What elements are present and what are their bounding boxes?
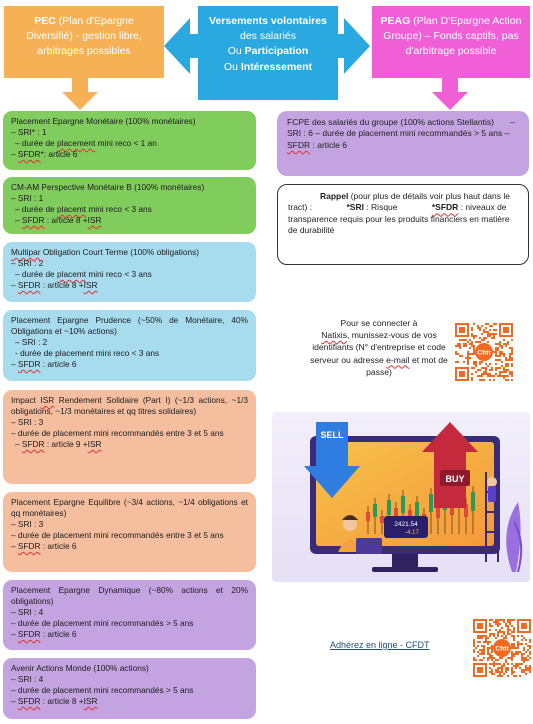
versements-title-rest: des salariés [239, 30, 297, 43]
qr-code-natixis[interactable] [455, 323, 513, 381]
natixis-connect-info: Pour se connecter à Natixis, munissez-vous de vos identifiants (N° d'entreprise et code serveur ou adresse e-mail et mot de passe) [310, 318, 448, 377]
fund-sfdr: – SFDR : article 9 +ISR [15, 439, 102, 450]
interessement-prefix: Ou [223, 60, 241, 73]
rappel-box [277, 184, 529, 265]
participation-prefix: Ou [227, 45, 245, 58]
qr-code-icon [473, 619, 531, 677]
ticker-value: 2421.54 [394, 521, 418, 528]
svg-text:Cfdt: Cfdt [477, 349, 491, 357]
fund-duration: – durée de placement mini recommandés > 5 ans [11, 618, 194, 629]
ticker-change: -4.17 [405, 530, 419, 536]
candle-body [373, 504, 377, 517]
fund-title: Impact ISR Rendement Solidaire (Part I) (~1/3 actions, ~1/3 obligations, ~1/3 monétaires et qq titres solidaires) [11, 395, 248, 417]
candle-body [401, 496, 405, 513]
fund-title: Placement Epargne Dynamique (~80% actions et 20% obligations) [11, 585, 248, 607]
fund-card-avenir-actions-monde [3, 658, 256, 719]
fcpe-title: FCPE des salariés du groupe (100% actions Stellantis) [287, 117, 494, 127]
candle-body [380, 516, 384, 523]
fund-sri: – SRI : 1 [11, 193, 44, 204]
qr-code-cfdt[interactable] [473, 619, 531, 677]
fcpe-details: – SRI : 6 – durée de placement mini recommandés > 5 ans – SFDR : article 6 [287, 117, 516, 150]
fund-card-multipar-obligation [3, 242, 256, 302]
adherez-link[interactable]: Adhérez en ligne - CFDT [330, 640, 430, 650]
natixis-link[interactable]: Natixis [321, 330, 347, 341]
fund-title: CM-AM Perspective Monétaire B (100% monétaires) [11, 182, 205, 192]
interessement-label: Intéressement [240, 60, 313, 73]
participation-label: Participation [244, 45, 309, 58]
candle-body [471, 492, 475, 511]
fund-card-impact-isr [3, 390, 256, 484]
fund-card-fcpe-stellantis [277, 111, 529, 176]
fund-sri: – SRI : 2 [15, 337, 48, 348]
fund-card-perspective-monetaire [3, 177, 256, 234]
candle-body [387, 500, 391, 515]
peag-title: PEAG [380, 15, 411, 27]
fund-duration: – durée de placement mini recommandés > 5 ans [11, 685, 194, 696]
fund-sri: – SRI : 3 [11, 417, 44, 428]
fund-title: Placement Epargne Equilibre (~3/4 actions, ~1/4 obligations et qq monétaires) [11, 497, 248, 519]
fund-duration: – durée de placement mini recommandés entre 3 et 5 ans [11, 530, 224, 541]
buy-label: BUY [445, 474, 465, 484]
candle-body [415, 502, 419, 516]
peag-header [372, 6, 530, 78]
arrow-down-left-icon [62, 78, 98, 110]
fund-title: Avenir Actions Monde (100% actions) [11, 663, 149, 673]
fund-sfdr: – SFDR : article 6 [11, 359, 77, 370]
fund-sfdr: – SFDR : article 6 [11, 541, 77, 552]
fund-title: Placement Epargne Monétaire (100% monétaires) [11, 116, 196, 126]
fund-sfdr: – SFDR*: article 6 [11, 149, 78, 160]
rappel-sri: *SRI : Risque [346, 202, 398, 213]
fund-sfdr: – SFDR : article 6 [11, 629, 77, 640]
rappel-sfdr: *SFDR : niveaux de transparence requis pour les produits financiers en matière de durabilité [288, 202, 510, 236]
pec-header [4, 6, 164, 78]
ticker-card [384, 516, 428, 538]
fund-card-epargne-prudence [3, 310, 256, 381]
fund-title: Placement Epargne Prudence (~50% de Monétaire, 40% Obligations et ~10% actions) [11, 315, 248, 337]
fund-card-epargne-equilibre [3, 492, 256, 572]
fund-sri: – SRI : 3 [11, 519, 44, 530]
fund-duration: - durée de placement mini reco < 3 ans [15, 348, 160, 359]
versements-header [198, 6, 338, 100]
fund-sri: – SRI : 2 [11, 258, 44, 269]
pec-title: PEC [34, 15, 56, 27]
peag-description: (Plan D'Epargne Action Groupe) – Fonds captifs, pas d'arbitrage possible [383, 15, 522, 58]
fund-card-epargne-dynamique [3, 580, 256, 650]
versements-title: Versements volontaires [209, 15, 327, 27]
fund-title: Multipar Obligation Court Terme (100% obligations) [11, 247, 200, 257]
svg-text:Cfdt: Cfdt [495, 645, 509, 653]
fund-card-epargne-monetaire [3, 111, 256, 170]
candle-body [366, 512, 370, 521]
fund-sfdr: – SFDR : article 8 +ISR [11, 280, 98, 291]
candle-body [429, 494, 433, 512]
fund-sfdr: – SFDR : article 8 +ISR [15, 215, 102, 226]
pec-description: (Plan d'Epargne Diversifié) - gestion libre, arbitrages possibles [26, 15, 142, 58]
fund-sri: – SRI : 4 [11, 674, 44, 685]
rappel-title: Rappel (pour plus de détails voir plus haut dans le tract) : [288, 191, 510, 213]
fund-duration: – durée de placemt mini reco < 3 ans [15, 204, 152, 215]
trading-illustration [272, 412, 530, 582]
fund-sfdr: – SFDR : article 8 +ISR [11, 696, 98, 707]
fund-sri: – SRI : 4 [11, 607, 44, 618]
fund-duration: – durée de placemt mini reco < 3 ans [15, 269, 152, 280]
qr-code-icon [455, 323, 513, 381]
fund-sri: – SRI* : 1 [11, 127, 47, 138]
fund-duration: – durée de placement mini recommandés entre 3 et 5 ans [11, 428, 224, 439]
sell-label: SELL [320, 430, 344, 440]
arrow-down-right-icon [432, 78, 468, 110]
fund-duration: – durée de placement mini reco < 1 an [15, 138, 157, 149]
